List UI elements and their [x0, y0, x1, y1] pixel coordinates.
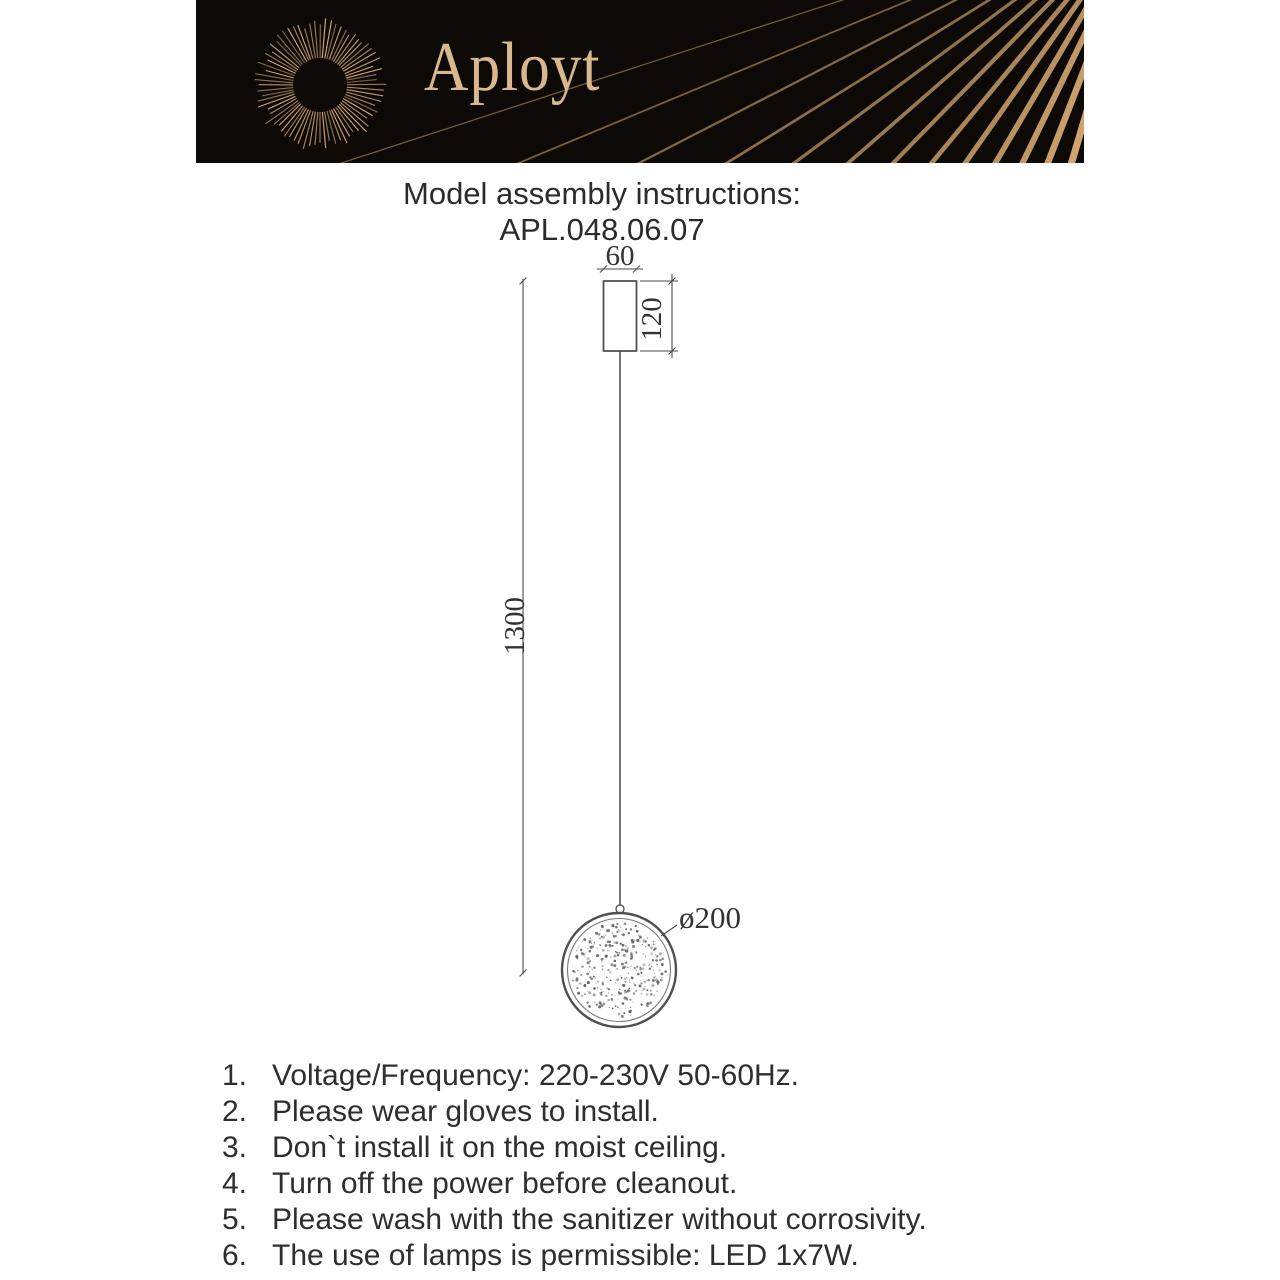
list-item-number: 4. — [222, 1167, 248, 1200]
brand-logo-text: Aployt — [424, 29, 601, 106]
canopy-rect — [604, 281, 637, 351]
list-item-number: 5. — [222, 1203, 248, 1236]
model-number: APL.048.06.07 — [499, 212, 705, 247]
lamp-diagram — [480, 238, 770, 1048]
list-item-text: Please wear gloves to install. — [272, 1095, 659, 1128]
dim-label-cable-length: 1300 — [499, 597, 531, 655]
instruction-list — [222, 1058, 1102, 1274]
list-item — [222, 1202, 1102, 1238]
dim-label-canopy-height: 120 — [636, 297, 668, 341]
list-item — [222, 1238, 1102, 1274]
list-item-text: Turn off the power before cleanout. — [272, 1167, 738, 1200]
technical-drawing — [480, 238, 770, 1048]
page-title: Model assembly instructions: — [403, 176, 801, 211]
list-item-text: The use of lamps is permissible: LED 1x7W. — [272, 1239, 859, 1272]
list-item-number: 3. — [222, 1131, 248, 1164]
list-item-text: Please wash with the sanitizer without corrosivity. — [272, 1203, 927, 1236]
list-item-number: 6. — [222, 1239, 248, 1272]
dim-label-sphere-diameter: ø200 — [679, 900, 741, 935]
brand-banner — [196, 0, 1084, 163]
list-item-text: Voltage/Frequency: 220-230V 50-60Hz. — [272, 1059, 800, 1092]
list-item-number: 1. — [222, 1059, 248, 1092]
cable-connector — [616, 905, 624, 913]
leader-line-diameter — [661, 925, 677, 936]
sunburst-center — [294, 59, 346, 111]
list-item — [222, 1166, 1102, 1202]
list-item-number: 2. — [222, 1095, 248, 1128]
list-item — [222, 1130, 1102, 1166]
banner-decor — [196, 0, 1084, 163]
dim-label-canopy-width: 60 — [605, 240, 635, 272]
list-item — [222, 1058, 1102, 1094]
list-item-text: Don`t install it on the moist ceiling. — [272, 1131, 728, 1164]
list-item — [222, 1094, 1102, 1130]
